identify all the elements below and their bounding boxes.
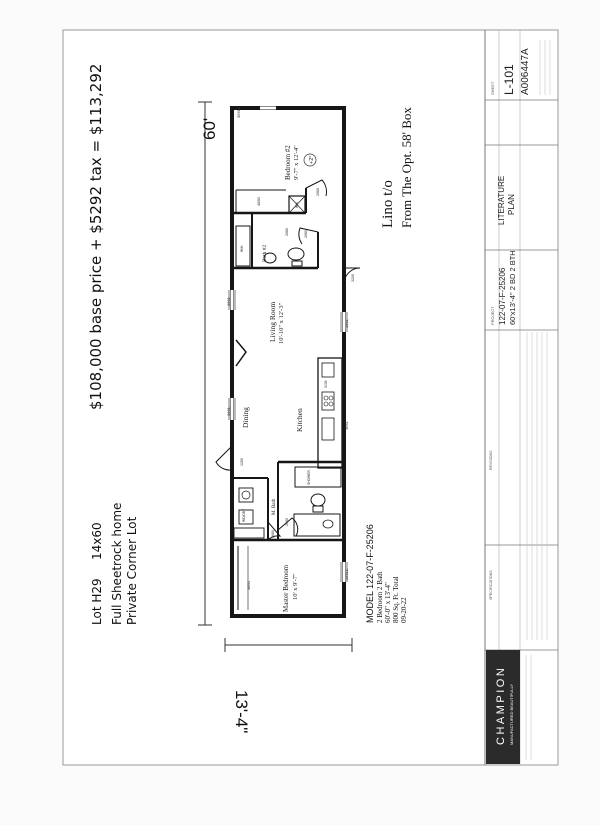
svg-text:3200: 3200 (351, 274, 355, 282)
svg-text:PROJECT: PROJECT (490, 306, 495, 325)
svg-text:WD/DRY: WD/DRY (242, 508, 246, 522)
door-tag (240, 458, 244, 466)
svg-text:60'x13'-4" 2 BD 2 BTH: 60'x13'-4" 2 BD 2 BTH (508, 250, 517, 325)
model-date (400, 597, 408, 623)
svg-text:PLAN: PLAN (507, 194, 516, 215)
svg-text:$108,000 base price + $5292 ta: $108,000 base price + $5292 tax = $113,292 (87, 63, 105, 410)
lot-note-sheetrock (110, 503, 124, 625)
length-dimension (200, 118, 219, 140)
lot-number (90, 578, 104, 625)
svg-text:9'-7" x 12'-4": 9'-7" x 12'-4" (293, 145, 300, 180)
wall-tag (226, 406, 231, 416)
svg-text:09-20-22: 09-20-22 (400, 597, 408, 623)
sheet-label (490, 81, 495, 95)
svg-text:60'-0" x 13'-4": 60'-0" x 13'-4" (384, 582, 392, 623)
fixture-label (295, 202, 299, 208)
svg-text:4860: 4860 (246, 581, 251, 590)
svg-text:L-101: L-101 (502, 64, 516, 95)
revisions-label (489, 450, 493, 470)
svg-text:Private Corner Lot: Private Corner Lot (125, 516, 139, 625)
fixture-label (242, 508, 246, 522)
svg-text:Lot H29: Lot H29 (90, 578, 104, 625)
svg-text:3661: 3661 (344, 421, 349, 430)
master-bath-label (272, 498, 277, 515)
bedroom2-label (284, 145, 292, 180)
fixture-label (307, 470, 311, 485)
bath2-label (262, 244, 268, 262)
wall-tag (344, 420, 349, 430)
side-note-line1 (380, 180, 396, 228)
svg-text:3661: 3661 (226, 407, 231, 416)
living-room-label (268, 302, 277, 342)
svg-text:+2°: +2° (309, 155, 315, 164)
svg-text:4880: 4880 (256, 197, 261, 206)
side-note-line2 (399, 107, 414, 228)
svg-text:W/H: W/H (240, 245, 244, 252)
svg-text:3661E: 3661E (344, 568, 349, 580)
svg-text:10' x 9'-7": 10' x 9'-7" (292, 573, 299, 600)
wall-tag (226, 296, 231, 306)
drawing-number (520, 48, 531, 95)
brand-tagline (509, 684, 514, 745)
door-tag (304, 230, 308, 238)
svg-text:2680: 2680 (316, 188, 320, 196)
svg-text:CHAMPION: CHAMPION (495, 665, 507, 745)
svg-text:2680: 2680 (271, 530, 275, 538)
project-description (508, 250, 517, 325)
wall-tag (324, 380, 328, 388)
svg-text:SPECIFICATIONS: SPECIFICATIONS (489, 570, 493, 600)
lot-size (90, 522, 104, 560)
svg-text:2680: 2680 (285, 228, 289, 236)
svg-text:2680: 2680 (304, 230, 308, 238)
svg-text:REVISIONS: REVISIONS (489, 450, 493, 470)
svg-text:800 Sq. Ft. Total: 800 Sq. Ft. Total (392, 576, 400, 623)
svg-text:Bedroom #2: Bedroom #2 (284, 145, 292, 180)
wall-tag (236, 106, 241, 118)
svg-text:14x60: 14x60 (90, 522, 104, 560)
svg-text:From The Opt. 58' Box: From The Opt. 58' Box (399, 107, 414, 228)
svg-text:WH: WH (295, 202, 299, 208)
svg-text:SHEET: SHEET (490, 81, 495, 95)
svg-text:LITERATURE: LITERATURE (497, 175, 506, 225)
svg-text:Bath #2: Bath #2 (262, 244, 268, 262)
svg-text:A006447A: A006447A (520, 48, 531, 95)
door-tag (285, 518, 289, 526)
svg-text:Living Room: Living Room (268, 301, 277, 342)
svg-text:1280: 1280 (240, 458, 244, 466)
svg-text:3661: 3661 (344, 319, 349, 328)
svg-text:Full Sheetrock home: Full Sheetrock home (110, 502, 124, 625)
wall-tag (344, 568, 349, 580)
svg-text:60': 60' (200, 117, 219, 140)
svg-text:Dining: Dining (241, 407, 250, 428)
sheet-title-line1 (497, 176, 506, 225)
project-number (498, 267, 507, 325)
svg-text:Lino t/o: Lino t/o (380, 180, 396, 228)
wall-tag (256, 196, 261, 206)
sheet-code (502, 64, 516, 95)
model-dimensions (384, 582, 392, 623)
door-tag (351, 274, 355, 282)
brand-name (495, 666, 507, 745)
living-room-size (278, 302, 285, 344)
sheet-title-line2 (507, 194, 516, 215)
wall-tag (344, 318, 349, 328)
specifications-label (489, 570, 493, 600)
svg-text:2 Bedroom 2 Bath: 2 Bedroom 2 Bath (376, 571, 384, 623)
svg-text:Kitchen: Kitchen (295, 408, 304, 432)
model-number (365, 524, 375, 623)
svg-text:SHOWER: SHOWER (307, 470, 311, 485)
svg-text:3036: 3036 (324, 380, 328, 388)
price-note (87, 64, 105, 410)
master-bedroom-size (292, 573, 299, 600)
svg-text:13'-4": 13'-4" (232, 690, 251, 734)
svg-text:MANUFACTURED BEAUTIFULLY: MANUFACTURED BEAUTIFULLY (509, 683, 514, 745)
svg-text:10'-10" x 12'-3": 10'-10" x 12'-3" (278, 302, 285, 344)
model-beds-baths (376, 571, 384, 623)
svg-text:MODEL 122-07-F-25206: MODEL 122-07-F-25206 (365, 524, 375, 623)
dining-label (241, 407, 250, 428)
bedroom2-size (293, 145, 300, 180)
svg-text:M. Bath: M. Bath (272, 498, 277, 515)
svg-text:Master Bedroom: Master Bedroom (282, 564, 290, 612)
width-dimension (232, 690, 251, 733)
svg-text:3661: 3661 (226, 297, 231, 306)
master-bedroom-label (282, 564, 290, 612)
lot-note-corner (125, 516, 139, 625)
door-tag (271, 530, 275, 538)
kitchen-label (295, 408, 304, 432)
svg-text:122-07-F-25206: 122-07-F-25206 (498, 267, 507, 325)
door-tag (285, 228, 289, 236)
svg-text:3661E: 3661E (236, 106, 241, 118)
svg-text:2680: 2680 (285, 518, 289, 526)
project-label (490, 306, 495, 325)
model-area (392, 576, 400, 623)
page-border (63, 30, 558, 765)
wall-tag (246, 580, 251, 590)
fixture-label (240, 245, 244, 252)
door-tag (316, 188, 320, 196)
